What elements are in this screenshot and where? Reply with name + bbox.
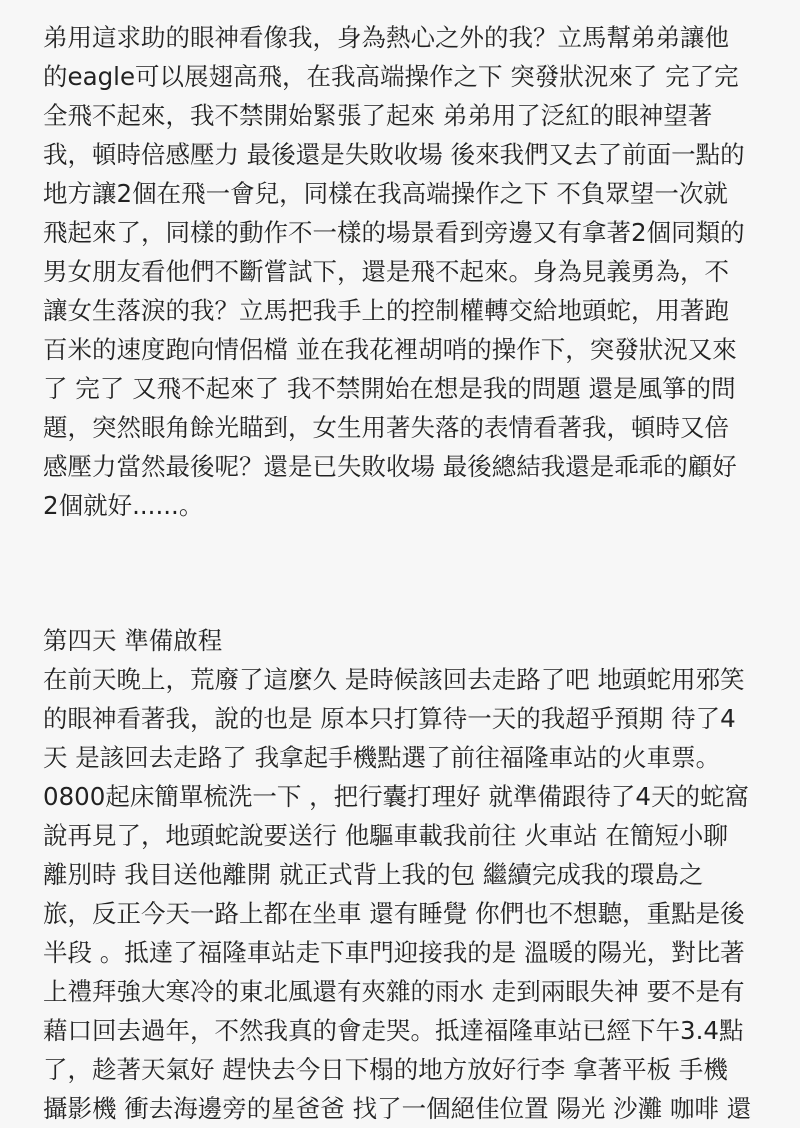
text-line: 感壓力當然最後呢？還是已失敗收場 最後總結我還是乖乖的顧好 — [43, 452, 737, 481]
text-line: 半段 。抵達了福隆車站走下車門迎接我的是 溫暖的陽光，對比著 — [43, 938, 745, 967]
text-line: 旅，反正今天一路上都在坐車 還有睡覺 你們也不想聽，重點是後 — [43, 899, 745, 928]
paragraph-day-four — [43, 660, 783, 1128]
text-line: 2個就好......。 — [43, 491, 204, 520]
text-line: 的眼神看著我，說的也是 原本只打算待一天的我超乎預期 待了4 — [43, 704, 736, 733]
text-line: 題，突然眼角餘光瞄到，女生用著失落的表情看著我，頓時又倍 — [43, 413, 729, 442]
text-line: 了 完了 又飛不起來了 我不禁開始在想是我的問題 還是風箏的問 — [43, 374, 736, 403]
text-line: 天 是該回去走路了 我拿起手機點選了前往福隆車站的火車票。 — [43, 743, 721, 772]
text-line: 說再見了，地頭蛇說要送行 他驅車載我前往 火車站 在簡短小聊 — [43, 821, 728, 850]
text-line: 讓女生落淚的我？立馬把我手上的控制權轉交給地頭蛇，用著跑 — [43, 296, 729, 325]
text-line: 男女朋友看他們不斷嘗試下，還是飛不起來。身為見義勇為，不 — [43, 257, 729, 286]
section-heading: 第四天 準備啟程 — [43, 626, 223, 655]
scroll-area[interactable] — [796, 0, 800, 1112]
text-line: 飛起來了，同樣的動作不一樣的場景看到旁邊又有拿著2個同類的 — [43, 218, 745, 247]
paragraph-kite-story — [43, 18, 783, 525]
text-line: 地方讓2個在飛一會兒，同樣在我高端操作之下 不負眾望一次就 — [43, 179, 728, 208]
text-line: 百米的速度跑向情侶檔 並在我花裡胡哨的操作下，突發狀況又來 — [43, 335, 737, 364]
text-line: 離別時 我目送他離開 就正式背上我的包 繼續完成我的環島之 — [43, 860, 704, 889]
text-line: 在前天晚上，荒廢了這麼久 是時候該回去走路了吧 地頭蛇用邪笑 — [43, 665, 745, 694]
text-line: 全飛不起來，我不禁開始緊張了起來 弟弟用了泛紅的眼神望著 — [43, 101, 713, 130]
text-line: 藉口回去過年，不然我真的會走哭。抵達福隆車站已經下午3.4點 — [43, 1016, 744, 1045]
text-line: 了，趁著天氣好 趕快去今日下榻的地方放好行李 拿著平板 手機 — [43, 1055, 728, 1084]
text-line: 弟用這求助的眼神看像我，身為熱心之外的我？立馬幫弟弟讓他 — [43, 23, 729, 52]
section-heading-block — [43, 621, 783, 660]
text-line: 攝影機 衝去海邊旁的星爸爸 找了一個絕佳位置 陽光 沙灘 咖啡 還 — [43, 1094, 752, 1123]
text-line: 我，頓時倍感壓力 最後還是失敗收場 後來我們又去了前面一點的 — [43, 140, 745, 169]
text-line: 上禮拜強大寒冷的東北風還有夾雜的雨水 走到兩眼失神 要不是有 — [43, 977, 745, 1006]
text-line: 的eagle可以展翅高飛，在我高端操作之下 突發狀況來了 完了完 — [43, 62, 739, 91]
text-line: 0800起床簡單梳洗一下 ，把行囊打理好 就準備跟待了4天的蛇窩 — [43, 782, 750, 811]
